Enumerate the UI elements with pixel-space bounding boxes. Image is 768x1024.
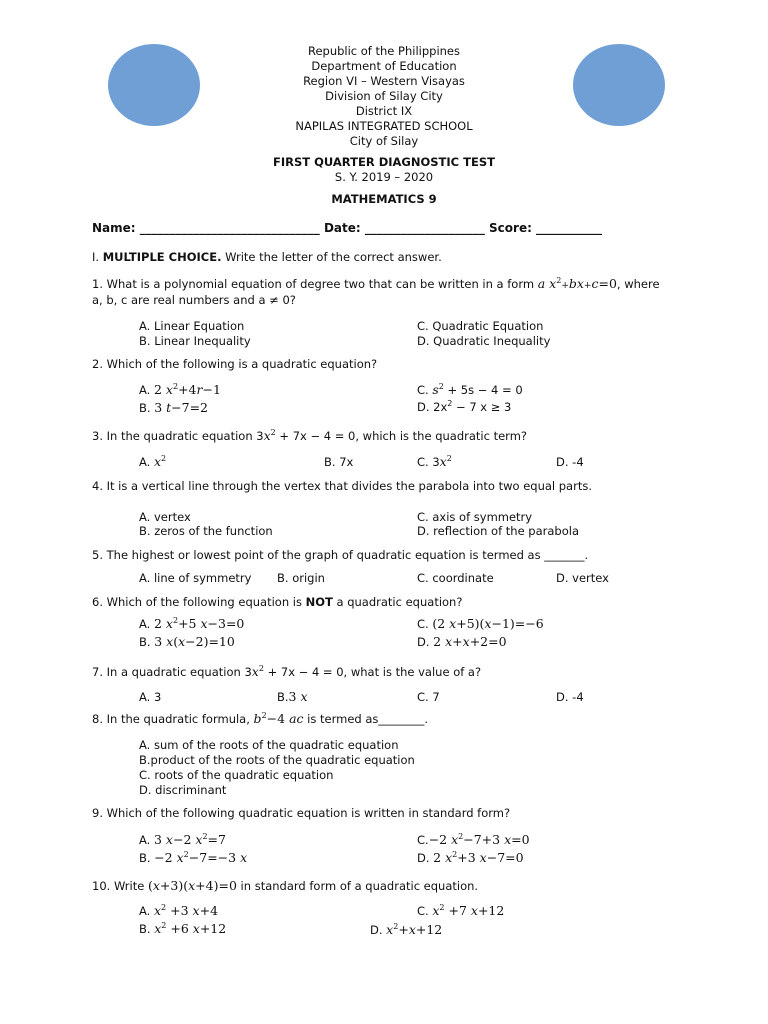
choice-b: B. origin <box>277 571 325 585</box>
choice-c: C. roots of the quadratic equation <box>139 768 334 782</box>
choice-label: B. <box>139 851 151 865</box>
header-line: District IX <box>355 104 413 118</box>
choice-d: D. Quadratic Inequality <box>417 334 551 348</box>
school-year: S. Y. 2019 – 2020 <box>334 170 434 184</box>
question-8 <box>92 711 428 726</box>
choice-label: D. <box>417 851 430 865</box>
question-1-line-2: a, b, c are real numbers and a ≠ 0? <box>92 293 296 307</box>
question-text: + 7x − 4 = 0, what is the value of a? <box>263 665 482 679</box>
equation: 2 $x^2+3$ x−7=0 <box>433 850 524 865</box>
header-line: Region VI – Western Visayas <box>303 74 465 88</box>
equation: $s^2$ <box>432 382 444 397</box>
choice-b <box>277 689 308 704</box>
choice-b: B. Linear Inequality <box>139 334 251 348</box>
choice-c: C. 7 <box>417 690 440 704</box>
choice-label: C. <box>417 617 429 631</box>
equation: $x^2+x+12$ <box>386 922 443 937</box>
question-5: 5. The highest or lowest point of the graph of quadratic equation is termed as _______. <box>92 548 589 562</box>
equation: a $x^2+bx+c=0$ <box>537 276 617 291</box>
equation: $x^2$ <box>251 664 264 679</box>
choice-label: B. <box>139 922 151 936</box>
choice-c: C. coordinate <box>417 571 494 585</box>
question-7 <box>92 664 481 679</box>
choice-a: A. 3 <box>139 690 162 704</box>
question-text: 1. What is a polynomial equation of degree two that can be written in a form <box>92 277 535 291</box>
choice-label: C. <box>417 833 429 847</box>
choice-c <box>417 903 504 918</box>
choice-b: B. 7x <box>324 455 354 469</box>
equation: 2 $x^2+5$ x−3=0 <box>153 616 245 631</box>
choice-a <box>139 382 221 397</box>
choice-b: B. zeros of the function <box>139 524 273 538</box>
header-line: Department of Education <box>311 59 457 73</box>
question-text: is termed as________. <box>303 712 429 726</box>
choice-a <box>139 616 244 631</box>
document-header <box>0 44 768 207</box>
choice-d: D. vertex <box>556 571 609 585</box>
equation: $x^2$ <box>263 428 276 443</box>
choice-label: A. <box>139 383 151 397</box>
question-text: a quadratic equation? <box>332 595 463 609</box>
choice-label: B. <box>277 690 289 704</box>
question-text-end: , where <box>616 277 660 291</box>
choice-c: C. axis of symmetry <box>417 510 533 524</box>
choice-label: D. <box>417 635 430 649</box>
choice-d <box>417 634 507 649</box>
emphasis-not: NOT <box>305 595 333 609</box>
choice-label: C. <box>417 904 429 918</box>
question-text: 3. In the quadratic equation 3 <box>92 429 264 443</box>
choice-d: D. reflection of the parabola <box>417 524 580 538</box>
choice-b: B.product of the roots of the quadratic equation <box>139 753 415 767</box>
choice-b <box>139 850 247 865</box>
equation: 2 x+x+2=0 <box>433 634 507 649</box>
choice-a: A. vertex <box>139 510 191 524</box>
question-10 <box>92 878 478 893</box>
question-1 <box>92 276 660 291</box>
question-text: in standard form of a quadratic equation. <box>236 879 479 893</box>
equation: −2 $x^2-7=-3$ x <box>154 850 248 865</box>
choice-a <box>139 903 218 918</box>
test-title: FIRST QUARTER DIAGNOSTIC TEST <box>273 155 495 169</box>
choice-label: D. <box>370 923 383 937</box>
equation: −2 $x^2-7+3$ x=0 <box>428 832 530 847</box>
equation: (x+3)(x+4)=0 <box>147 878 237 893</box>
choice-label: B. <box>139 401 151 415</box>
equation: 3 x−2 $x^2=7$ <box>153 832 226 847</box>
choice-b <box>139 634 235 649</box>
choice-label: A. <box>139 617 151 631</box>
choice-b <box>139 921 226 936</box>
equation: $x^2 +7$ x+12 <box>432 903 505 918</box>
equation: $b^2-4$ ac <box>253 711 304 726</box>
choice-label: B. <box>139 635 151 649</box>
equation: $x^2$ <box>153 454 167 469</box>
section-heading <box>92 250 442 264</box>
header-line: City of Silay <box>349 134 419 148</box>
choice-a: A. Linear Equation <box>139 319 245 333</box>
choice-b <box>139 400 208 415</box>
equation: 2 $x^2+4r-1$ <box>153 382 221 397</box>
question-2: 2. Which of the following is a quadratic equation? <box>92 357 378 371</box>
choice-d: D. discriminant <box>139 783 227 797</box>
question-text: + 7x − 4 = 0, which is the quadratic term? <box>275 429 528 443</box>
choice-c <box>417 616 544 631</box>
header-line: NAPILAS INTEGRATED SCHOOL <box>295 119 473 133</box>
equation: $x^2 +3$ x+4 <box>153 903 219 918</box>
choice-c <box>417 832 530 847</box>
choice-d <box>417 850 524 865</box>
header-line: Republic of the Philippines <box>307 44 461 58</box>
equation: 3 t−7=2 <box>154 400 209 415</box>
choice-label: D. <box>417 400 430 414</box>
equation: 3 x(x−2)=10 <box>154 634 235 649</box>
name-date-score-line: Name: ______________________________ Date: ____________________ Score: ___________ <box>92 221 603 235</box>
choice-d: D. $2x^2 - 7$ x ≥ 3 <box>417 399 512 414</box>
equation: $x^2 +6$ x+12 <box>154 921 227 936</box>
question-text: 10. Write <box>92 879 145 893</box>
choice-c: C. Quadratic Equation <box>417 319 544 333</box>
section-title: MULTIPLE CHOICE. <box>102 250 222 264</box>
choice-c <box>417 454 452 469</box>
equation: 3 x <box>288 689 308 704</box>
equation: (2 x+5)(x−1)=−6 <box>432 616 544 631</box>
question-text: 6. Which of the following equation is <box>92 595 306 609</box>
choice-label: A. <box>139 833 151 847</box>
section-number: I. <box>92 250 100 264</box>
choice-label: C. 3 <box>417 455 440 469</box>
choice-d <box>370 922 442 937</box>
question-4: 4. It is a vertical line through the vertex that divides the parabola into two equal parts. <box>92 479 592 493</box>
choice-a <box>139 832 226 847</box>
header-line: Division of Silay City <box>325 89 443 103</box>
question-3 <box>92 428 527 443</box>
choice-a: A. sum of the roots of the quadratic equation <box>139 738 399 752</box>
section-instruction: Write the letter of the correct answer. <box>225 250 442 264</box>
question-6 <box>92 595 462 609</box>
subject-title: MATHEMATICS 9 <box>331 192 437 206</box>
question-text: 8. In the quadratic formula, <box>92 712 250 726</box>
choice-a <box>139 454 166 469</box>
choice-label: A. <box>139 904 151 918</box>
choice-d: D. -4 <box>556 455 584 469</box>
choice-label: A. <box>139 455 151 469</box>
choice-label: C. <box>417 383 429 397</box>
choice-d: D. -4 <box>556 690 584 704</box>
choice-a: A. line of symmetry <box>139 571 252 585</box>
choice-c: C. $s^2 + 5s - 4 = 0$ <box>417 382 523 397</box>
question-9: 9. Which of the following quadratic equation is written in standard form? <box>92 806 511 820</box>
question-text: 7. In a quadratic equation 3 <box>92 665 252 679</box>
equation: $x^2$ <box>439 454 452 469</box>
